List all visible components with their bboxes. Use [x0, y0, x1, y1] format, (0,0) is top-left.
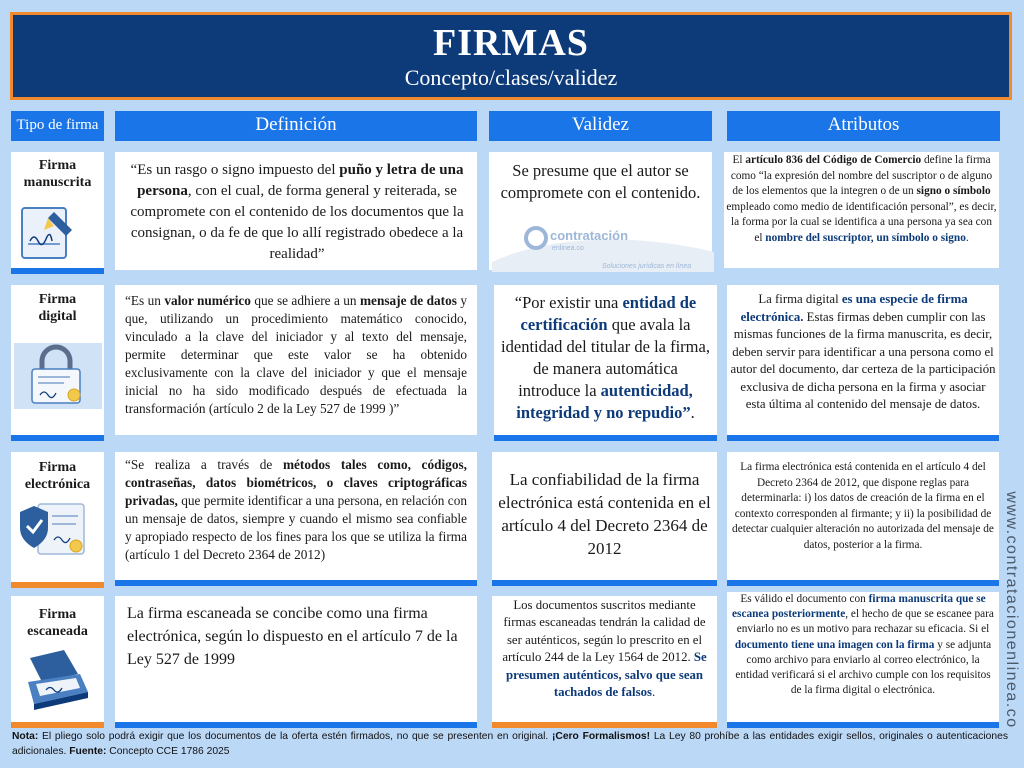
row-label-line1: Firma: [38, 460, 77, 475]
scanner-icon: [22, 648, 94, 714]
row-strip: [727, 722, 999, 728]
row-label-line1: Firma: [38, 292, 77, 307]
definition-electronica: “Se realiza a través de métodos tales como, códigos, contraseñas, datos biométricos, o claves criptográficas privadas, que permite identificar a una persona, en relación con un mensaje de datos, siempre y cuando el mismo sea confiable y apropiado respecto de los fines para los que se utiliza la firma (artículo 1 del Decreto 2364 de 2012): [125, 457, 467, 562]
row-strip: [11, 435, 104, 441]
source-text: Concepto CCE 1786 2025: [106, 746, 230, 757]
source-label: Fuente:: [69, 746, 107, 757]
website-url: www.contratacionenlinea.co: [1003, 491, 1020, 729]
row-strip: [11, 722, 104, 728]
validity-escaneada: Los documentos suscritos mediante firmas escaneadas tendrán la calidad de ser auténticos, según lo prescrito en el artículo 244 de la Ley 1564 de 2012. Se presumen auténticos, salvo que sean tachados de falsos.: [502, 598, 707, 700]
row-strip: [492, 580, 717, 586]
row-label-manuscrita: [11, 157, 104, 191]
row-label-line1: Firma: [38, 607, 77, 622]
row-strip: [492, 722, 717, 728]
website-vertical-text: [1000, 480, 1022, 740]
attributes-electronica: La firma electrónica está contenida en el artículo 4 del Decreto 2364 de 2012, que dispone reglas para determinarla: i) los datos de creación de la firma en el contexto corresponden al firmante; y ii) la posibilidad de detectar cualquier alteración no autorizada del mensaje de datos, posterior a la firma.: [732, 461, 994, 551]
validity-electronica: La confiabilidad de la firma electrónica está contenida en el artículo 4 del Decreto 2364 de 2012: [498, 470, 711, 558]
attributes-digital: La firma digital es una especie de firma electrónica. Estas firmas deben cumplir con las mismas funciones de la firma manuscrita, es decir, deben servir para identificar a una persona como el autor del documento, dar certeza de la participación exclusiva de dicha persona en la firma y asociar esta última al contenido del mensaje de datos.: [730, 292, 996, 411]
row-label-digital: [11, 291, 104, 325]
row-label-line2: escaneada: [27, 624, 88, 639]
row-label-line2: electrónica: [24, 477, 91, 492]
attributes-escaneada: Es válido el documento con firma manuscrita que se escanea posteriormente, el hecho de que se escanee para enviarlo no es un motivo para rechazar su eficacia. Si el documento tiene una imagen con la firma y se adjunta como archivo para enviarlo al correo electrónico, la entidad verificará si el archivo cumple con los requisitos de la firma digital o electrónica.: [732, 593, 994, 697]
page-title: FIRMAS: [433, 22, 589, 64]
note-label: Nota:: [12, 731, 39, 742]
row-strip: [727, 435, 999, 441]
footnote: Nota: El pliego solo podrá exigir que los documentos de la oferta estén firmados, no que se presenten en original. ¡Cero Formalismos! La Ley 80 prohíbe a las entidades exigir sellos, originales o autenticaciones adicionales. Fuente: Concepto CCE 1786 2025: [12, 731, 1008, 757]
definition-digital: “Es un valor numérico que se adhiere a un mensaje de datos y que, utilizando un procedimiento matemático conocido, vinculado a la clave del iniciador y al texto del mensaje, permite determinar que este valor se ha obtenido exclusivamente con la clave del iniciador y que el mensaje inicial no ha sido modificado después de efectuada la transformación (artículo 2 de la Ley 527 de 1999 )”: [125, 293, 467, 416]
column-header-definicion: Definición: [115, 111, 477, 141]
watermark-tagline: Soluciones jurídicas en línea: [602, 263, 692, 270]
row-strip: [727, 580, 999, 586]
row-label-line2: digital: [38, 309, 77, 324]
definition-escaneada: La firma escaneada se concibe como una firma electrónica, según lo dispuesto en el artículo 7 de la Ley 527 de 1999: [127, 605, 458, 668]
row-strip: [11, 582, 104, 588]
column-header-atributos: Atributos: [727, 111, 1000, 141]
row-label-escaneada: [11, 606, 104, 640]
lock-certificate-icon: [14, 343, 102, 409]
page-subtitle: Concepto/clases/validez: [404, 65, 618, 90]
validity-digital: “Por existir una entidad de certificación que avala la identidad del titular de la firma, de manera automática introduce la autenticidad, integridad y no repudio”.: [501, 293, 710, 422]
definition-manuscrita: “Es un rasgo o signo impuesto del puño y letra de una persona, con el cual, de forma general y reiterada, se compromete con el contenido de los documentos que la consignan, o da fe de que lo allí registrado obedece a la realidad”: [130, 162, 464, 262]
watermark-brand-sub: enlinea.co: [552, 245, 584, 252]
column-header-validez: Validez: [489, 111, 712, 141]
row-label-electronica: [11, 459, 104, 493]
row-strip: [494, 435, 717, 441]
row-strip: [115, 722, 477, 728]
pen-signature-icon: [18, 204, 78, 262]
contratacion-watermark-logo: [492, 216, 714, 272]
column-header-tipo: Tipo de firma: [11, 111, 104, 141]
shield-check-icon: [18, 498, 88, 558]
row-label-line1: Firma: [38, 158, 77, 173]
row-strip: [115, 580, 477, 586]
row-strip: [11, 268, 104, 274]
watermark-brand: contratación: [550, 228, 629, 243]
row-label-line2: manuscrita: [23, 175, 92, 190]
note-highlight: ¡Cero Formalismos!: [551, 731, 651, 742]
validity-manuscrita: Se presume que el autor se compromete con el contenido.: [500, 161, 701, 202]
title-banner: [10, 12, 1012, 100]
attributes-manuscrita: El artículo 836 del Código de Comercio define la firma como “la expresión del nombre del suscriptor o de alguno de los elementos que la integren o de un signo o símbolo empleado como medio de identificación personal”, es decir, la forma por la cual se identifica a una persona ya sea con el nombre del suscriptor, un símbolo o signo.: [726, 154, 997, 244]
